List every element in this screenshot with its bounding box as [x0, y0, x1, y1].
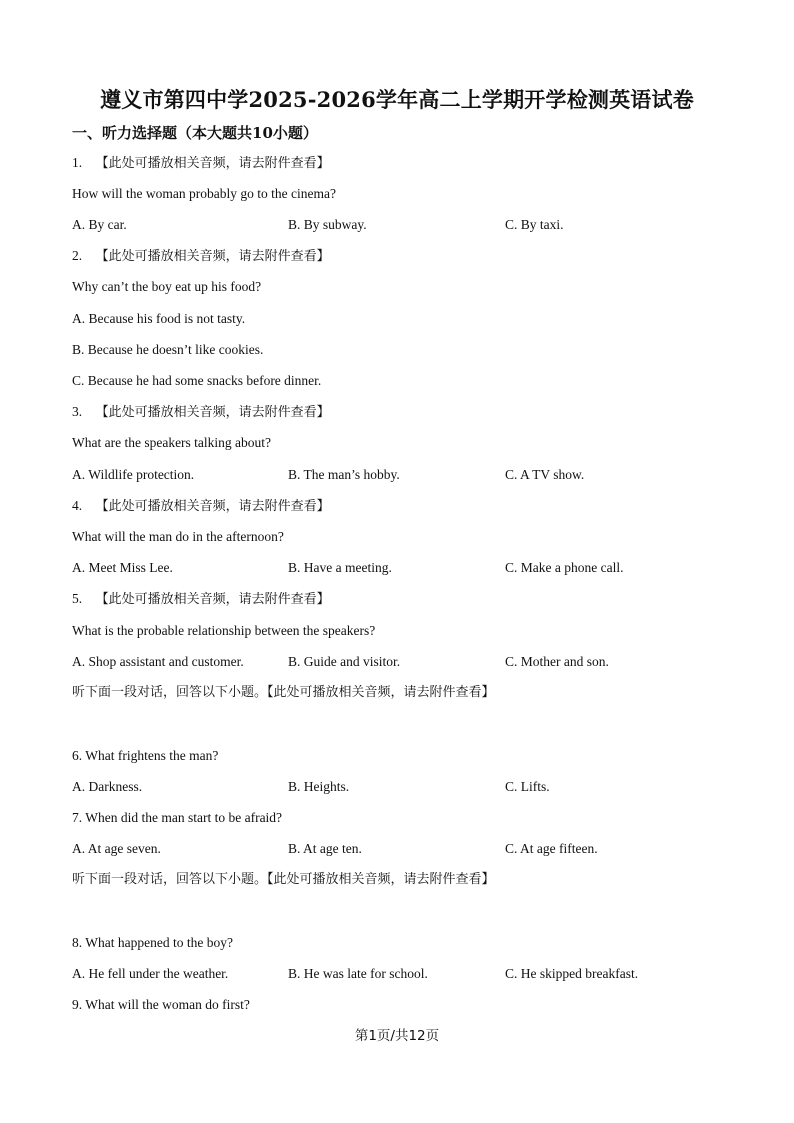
question-3-header — [72, 403, 330, 422]
question-3-option-c: C. A TV show. — [505, 467, 585, 482]
question-number: 5. — [72, 591, 83, 606]
question-5-option-c: C. Mother and son. — [505, 654, 609, 669]
question-2-option-a: A. Because his food is not tasty. — [72, 311, 246, 326]
question-1-header — [72, 154, 330, 173]
question-1-stem: How will the woman probably go to the cinema? — [72, 186, 336, 201]
question-1-option-b: B. By subway. — [288, 217, 367, 232]
question-4-header — [72, 497, 330, 516]
question-3-stem: What are the speakers talking about? — [72, 435, 272, 450]
question-number: 3. — [72, 404, 83, 419]
page-footer: 第1页/共12页 — [354, 1028, 440, 1044]
question-4-option-c: C. Make a phone call. — [505, 560, 624, 575]
question-7-stem: 7. When did the man start to be afraid? — [72, 810, 283, 825]
question-2-header — [72, 247, 330, 266]
question-number: 1. — [72, 155, 83, 170]
question-1-option-c: C. By taxi. — [505, 217, 564, 232]
question-8-option-a: A. He fell under the weather. — [72, 966, 229, 981]
question-7-option-a: A. At age seven. — [72, 841, 161, 856]
question-7-option-b: B. At age ten. — [288, 841, 362, 856]
audio-note[interactable]: 【此处可播放相关音频，请去附件查看】 — [95, 405, 330, 420]
question-8-option-c: C. He skipped breakfast. — [505, 966, 639, 981]
audio-note[interactable]: 【此处可播放相关音频，请去附件查看】 — [95, 156, 330, 171]
question-9-stem: 9. What will the woman do first? — [72, 997, 250, 1012]
question-5-stem: What is the probable relationship between the speakers? — [72, 623, 376, 638]
question-3-option-a: A. Wildlife protection. — [72, 467, 195, 482]
question-7-option-c: C. At age fifteen. — [505, 841, 598, 856]
question-5-header — [72, 590, 330, 609]
question-6-option-b: B. Heights. — [288, 779, 350, 794]
question-2-stem: Why can’t the boy eat up his food? — [72, 279, 262, 294]
question-1-option-a: A. By car. — [72, 217, 127, 232]
question-number: 4. — [72, 498, 83, 513]
audio-note[interactable]: 【此处可播放相关音频，请去附件查看】 — [95, 499, 330, 514]
question-number: 2. — [72, 248, 83, 263]
dialogue-intro[interactable]: 听下面一段对话，回答以下小题。【此处可播放相关音频，请去附件查看】 — [72, 872, 495, 887]
dialogue-intro[interactable]: 听下面一段对话，回答以下小题。【此处可播放相关音频，请去附件查看】 — [72, 685, 495, 700]
question-6-option-a: A. Darkness. — [72, 779, 143, 794]
question-4-option-a: A. Meet Miss Lee. — [72, 560, 173, 575]
question-5-option-a: A. Shop assistant and customer. — [72, 654, 244, 669]
question-6-option-c: C. Lifts. — [505, 779, 550, 794]
question-4-option-b: B. Have a meeting. — [288, 560, 392, 575]
page-title: 遵义市第四中学2025-2026学年高二上学期开学检测英语试卷 — [100, 87, 694, 112]
question-8-option-b: B. He was late for school. — [288, 966, 428, 981]
question-2-option-b: B. Because he doesn’t like cookies. — [72, 342, 264, 357]
question-5-option-b: B. Guide and visitor. — [288, 654, 401, 669]
question-2-option-c: C. Because he had some snacks before dinner. — [72, 373, 322, 388]
question-8-stem: 8. What happened to the boy? — [72, 935, 233, 950]
question-3-option-b: B. The man’s hobby. — [288, 467, 400, 482]
question-4-stem: What will the man do in the afternoon? — [72, 529, 284, 544]
audio-note[interactable]: 【此处可播放相关音频，请去附件查看】 — [95, 592, 330, 607]
section-heading: 一、听力选择题（本大题共10小题） — [72, 124, 318, 142]
question-6-stem: 6. What frightens the man? — [72, 748, 219, 763]
audio-note[interactable]: 【此处可播放相关音频，请去附件查看】 — [95, 249, 330, 264]
